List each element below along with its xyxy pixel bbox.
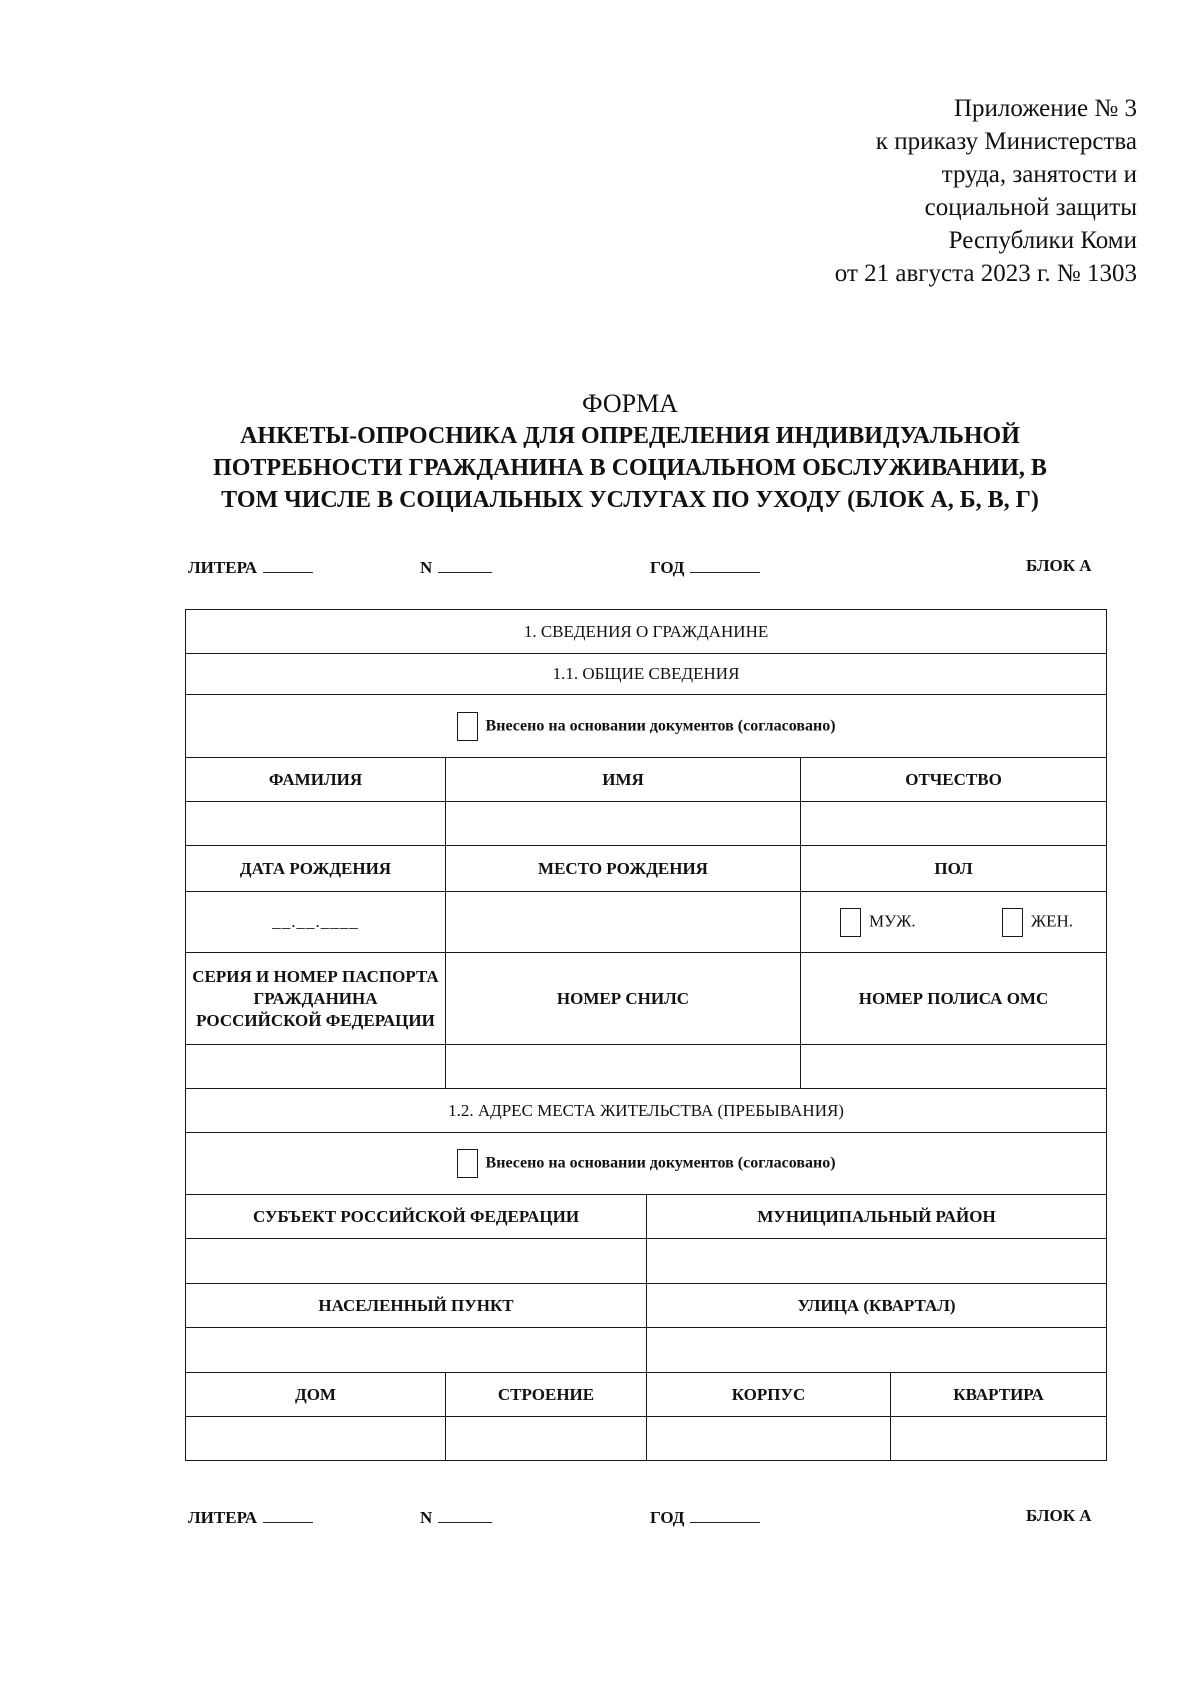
female-checkbox[interactable]: [1002, 908, 1023, 937]
appendix-line: Приложение № 3: [953, 95, 1137, 122]
section-1-header: 1. СВЕДЕНИЯ О ГРАЖДАНИНЕ: [186, 610, 1107, 654]
title-line: ПОТРЕБНОСТИ ГРАЖДАНИНА В СОЦИАЛЬНОМ ОБСЛУЖИВАНИИ, В: [213, 455, 1047, 481]
address-docs-confirmed-label: Внесено на основании документов (согласовано): [485, 1154, 836, 1172]
birth-date-label: ДАТА РОЖДЕНИЯ: [239, 858, 392, 878]
street-input[interactable]: [647, 1328, 1107, 1373]
block-input[interactable]: [647, 1417, 891, 1461]
birth-date-header: [186, 846, 446, 892]
sex-options: [801, 892, 1107, 953]
footer-meta-row: [188, 1506, 1100, 1530]
subject-label: СУБЪЕКТ РОССИЙСКОЙ ФЕДЕРАЦИИ: [252, 1206, 580, 1226]
footer-litera-field[interactable]: [188, 1506, 313, 1528]
number-line[interactable]: [438, 556, 492, 573]
footer-number-line[interactable]: [438, 1506, 492, 1523]
citizen-form-table: [185, 609, 1107, 1461]
patronymic-label: ОТЧЕСТВО: [905, 769, 1002, 789]
subject-input[interactable]: [186, 1239, 647, 1284]
sex-header: [801, 846, 1107, 892]
street-label: УЛИЦА (КВАРТАЛ): [797, 1295, 956, 1315]
female-label: ЖЕН.: [1030, 910, 1074, 930]
snils-header: [446, 953, 801, 1045]
section-1-2-header: 1.2. АДРЕС МЕСТА ЖИТЕЛЬСТВА (ПРЕБЫВАНИЯ): [186, 1089, 1107, 1133]
house-label: ДОМ: [295, 1384, 336, 1404]
birth-place-input[interactable]: [446, 892, 801, 953]
locality-header: [186, 1284, 647, 1328]
footer-number-field[interactable]: [420, 1506, 492, 1528]
surname-label: ФАМИЛИЯ: [268, 769, 363, 789]
passport-label: СЕРИЯ И НОМЕР ПАСПОРТА ГРАЖДАНИНА РОССИЙСКОЙ ФЕДЕРАЦИИ: [192, 966, 439, 1030]
year-label: ГОД: [650, 558, 685, 577]
oms-header: [801, 953, 1107, 1045]
apartment-header: [891, 1373, 1107, 1417]
number-label: N: [420, 558, 433, 577]
oms-label: НОМЕР ПОЛИСА ОМС: [858, 988, 1049, 1008]
number-field[interactable]: [420, 556, 492, 578]
passport-header: [186, 953, 446, 1045]
building-label: СТРОЕНИЕ: [497, 1384, 595, 1404]
snils-label: НОМЕР СНИЛС: [556, 988, 690, 1008]
apartment-input[interactable]: [891, 1417, 1107, 1461]
house-header: [186, 1373, 446, 1417]
building-header: [446, 1373, 647, 1417]
block-header: [647, 1373, 891, 1417]
birth-date-input[interactable]: [186, 892, 446, 953]
section-1-1-header: 1.1. ОБЩИЕ СВЕДЕНИЯ: [186, 654, 1107, 695]
surname-input[interactable]: [186, 802, 446, 846]
district-input[interactable]: [647, 1239, 1107, 1284]
appendix-line: Республики Коми: [948, 227, 1137, 254]
male-checkbox[interactable]: [840, 908, 861, 937]
docs-confirmed-label: Внесено на основании документов (согласовано): [485, 716, 836, 734]
name-input[interactable]: [446, 802, 801, 846]
appendix-line: к приказу Министерства: [875, 128, 1137, 155]
district-label: МУНИЦИПАЛЬНЫЙ РАЙОН: [757, 1206, 996, 1226]
appendix-line: труда, занятости и: [941, 161, 1137, 188]
document-title: [150, 388, 1110, 516]
litera-line[interactable]: [263, 556, 313, 573]
apartment-label: КВАРТИРА: [953, 1384, 1044, 1404]
address-docs-confirmed-checkbox[interactable]: [457, 1149, 478, 1178]
name-label: ИМЯ: [602, 769, 644, 789]
birth-place-header: [446, 846, 801, 892]
docs-confirmed-row: [186, 695, 1107, 758]
male-label: МУЖ.: [869, 910, 916, 930]
district-header: [647, 1195, 1107, 1239]
litera-label: ЛИТЕРА: [188, 558, 258, 577]
oms-input[interactable]: [801, 1045, 1107, 1089]
sex-label: ПОЛ: [934, 858, 973, 878]
title-line: АНКЕТЫ-ОПРОСНИКА ДЛЯ ОПРЕДЕЛЕНИЯ ИНДИВИДУАЛЬНОЙ: [240, 423, 1020, 449]
header-meta-row: [188, 556, 1100, 580]
sex-male-option[interactable]: [840, 908, 916, 937]
building-input[interactable]: [446, 1417, 647, 1461]
subject-header: [186, 1195, 647, 1239]
passport-input[interactable]: [186, 1045, 446, 1089]
footer-litera-label: ЛИТЕРА: [188, 1508, 258, 1527]
docs-confirmed-checkbox[interactable]: [457, 712, 478, 741]
snils-input[interactable]: [446, 1045, 801, 1089]
patronymic-header: [801, 758, 1107, 802]
footer-year-field[interactable]: [650, 1506, 760, 1528]
title-form: ФОРМА: [582, 389, 678, 418]
year-field[interactable]: [650, 556, 760, 578]
locality-label: НАСЕЛЕННЫЙ ПУНКТ: [318, 1295, 514, 1315]
footer-year-label: ГОД: [650, 1508, 685, 1527]
appendix-line: от 21 августа 2023 г. № 1303: [834, 260, 1137, 287]
name-header: [446, 758, 801, 802]
footer-litera-line[interactable]: [263, 1506, 313, 1523]
appendix-line: социальной защиты: [924, 194, 1137, 221]
surname-header: [186, 758, 446, 802]
date-placeholder: __.__.____: [272, 912, 359, 931]
year-line[interactable]: [690, 556, 760, 573]
footer-number-label: N: [420, 1508, 433, 1527]
locality-input[interactable]: [186, 1328, 647, 1373]
birth-place-label: МЕСТО РОЖДЕНИЯ: [538, 858, 708, 878]
footer-year-line[interactable]: [690, 1506, 760, 1523]
patronymic-input[interactable]: [801, 802, 1107, 846]
litera-field[interactable]: [188, 556, 313, 578]
sex-female-option[interactable]: [1002, 908, 1073, 937]
block-label-cell: КОРПУС: [731, 1384, 806, 1404]
footer-block-label: БЛОК А: [1026, 1506, 1092, 1525]
address-docs-confirmed-row: [186, 1133, 1107, 1195]
house-input[interactable]: [186, 1417, 446, 1461]
street-header: [647, 1284, 1107, 1328]
appendix-reference: [677, 92, 1137, 290]
block-label: БЛОК А: [1026, 556, 1092, 575]
title-line: ТОМ ЧИСЛЕ В СОЦИАЛЬНЫХ УСЛУГАХ ПО УХОДУ (БЛОК А, Б, В, Г): [221, 487, 1039, 513]
